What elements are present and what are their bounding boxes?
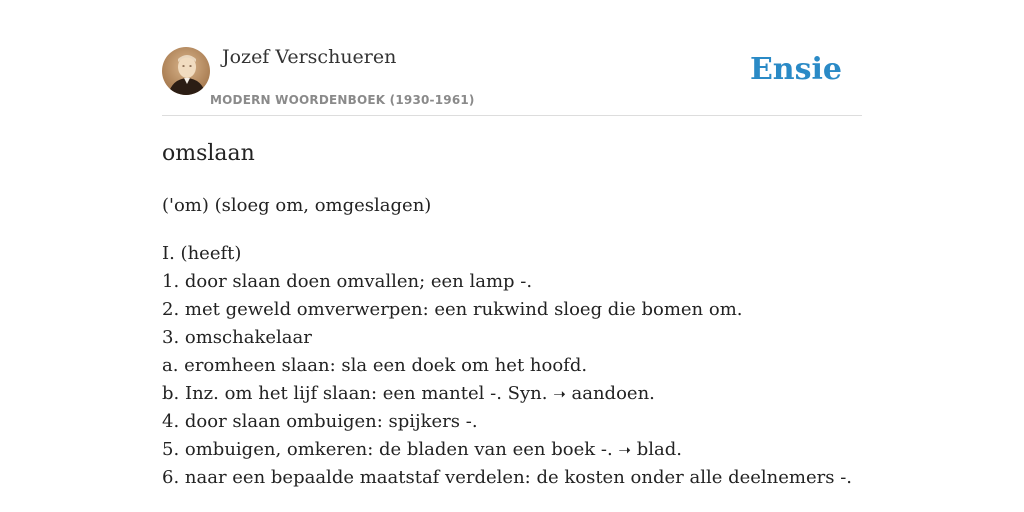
author-name[interactable]: Jozef Verschueren — [222, 46, 397, 68]
portrait-icon — [162, 47, 210, 95]
cross-reference-arrow-icon: ➝ — [553, 385, 566, 403]
definition-text-end: . — [649, 383, 655, 404]
definition-line — [162, 268, 852, 296]
definition-list — [162, 240, 852, 492]
definition-line — [162, 436, 852, 464]
dictionary-source: MODERN WOORDENBOEK (1930-1961) — [210, 93, 475, 107]
definition-text: 2. met geweld omverwerpen: een rukwind sloeg die bomen om. — [162, 299, 743, 320]
cross-reference-arrow-icon: ➝ — [618, 441, 631, 459]
definition-line — [162, 464, 852, 492]
entry-card — [162, 0, 862, 488]
definition-text: 3. omschakelaar — [162, 327, 312, 348]
definition-text: 5. ombuigen, omkeren: de bladen van een boek -. — [162, 439, 619, 460]
definition-line — [162, 408, 852, 436]
entry-header — [162, 0, 862, 116]
definition-line — [162, 240, 852, 268]
definition-text: 1. door slaan doen omvallen; een lamp -. — [162, 271, 533, 292]
grammar-info: ('om) (sloeg om, omgeslagen) — [162, 195, 432, 216]
definition-text-end: . — [676, 439, 682, 460]
cross-reference-link-blad[interactable]: blad — [636, 439, 677, 460]
headword-title: omslaan — [162, 141, 255, 166]
definition-line — [162, 380, 852, 408]
cross-reference-link-aandoen[interactable]: aandoen — [571, 383, 650, 404]
definition-text: 6. naar een bepaalde maatstaf verdelen: de kosten onder alle deelnemers -. — [162, 467, 852, 488]
author-avatar[interactable] — [162, 47, 210, 95]
definition-text: a. eromheen slaan: sla een doek om het hoofd. — [162, 355, 588, 376]
definition-text: 4. door slaan ombuigen: spijkers -. — [162, 411, 478, 432]
definition-line — [162, 352, 852, 380]
definition-line — [162, 324, 852, 352]
definition-text: I. (heeft) — [162, 243, 242, 264]
brand-logo[interactable]: Ensie — [749, 52, 842, 87]
definition-text: b. Inz. om het lijf slaan: een mantel -. Syn. — [162, 383, 554, 404]
definition-line — [162, 296, 852, 324]
